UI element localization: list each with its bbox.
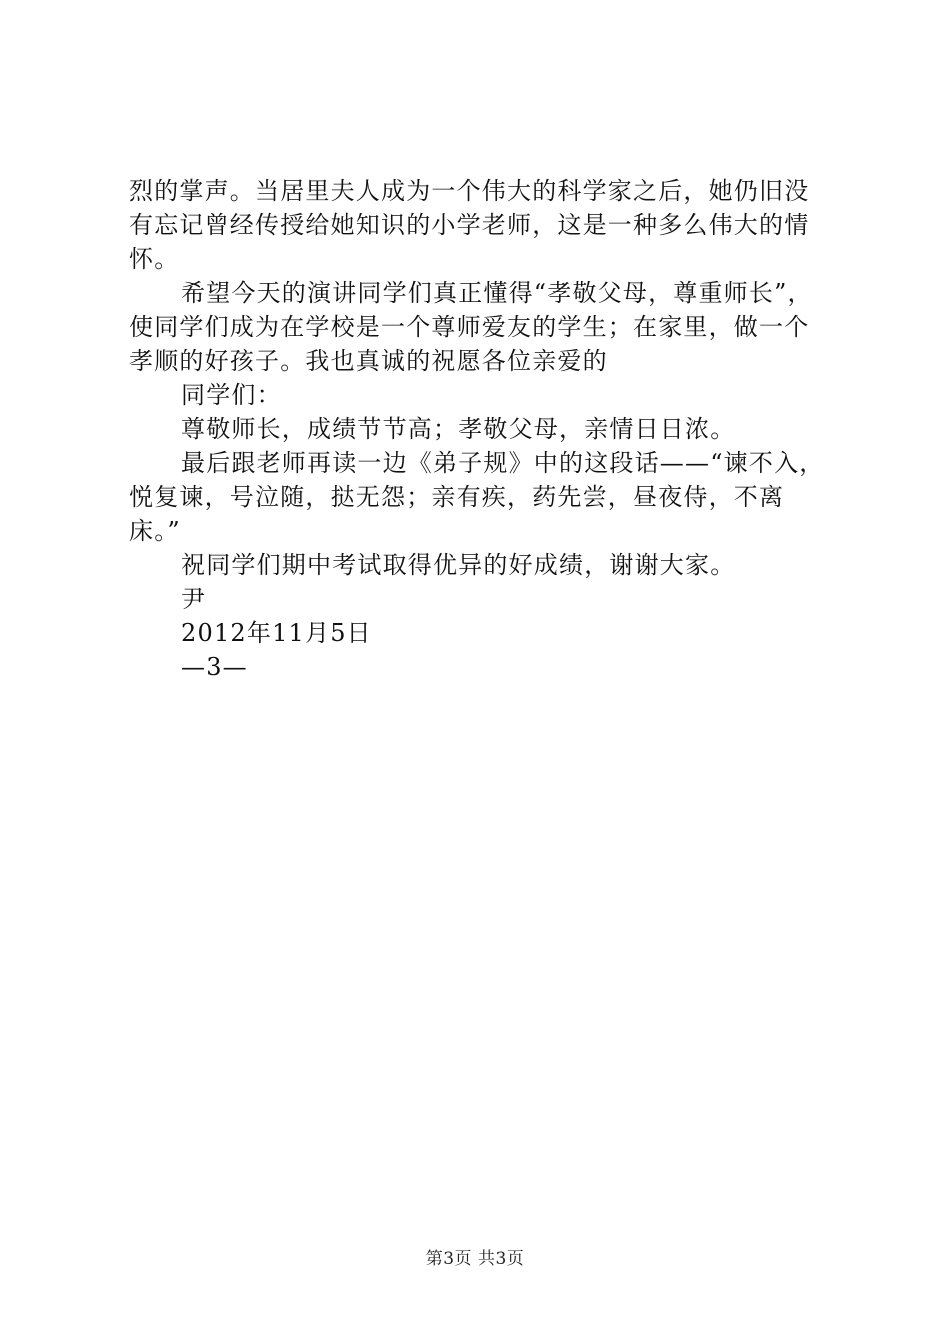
text-line-10: 悦复谏，号泣随，挞无怨；亲有疾，药先尝，昼夜侍，不离 — [129, 483, 785, 511]
text-line-2: 有忘记曾经传授给她知识的小学老师，这是一种多么伟大的情 — [129, 211, 810, 239]
signature-name: 尹 — [181, 585, 207, 613]
text-line-5: 使同学们成为在学校是一个尊师爱友的学生；在家里，做一个 — [129, 313, 810, 341]
text-line-3: 怀。 — [129, 245, 180, 273]
text-line-11: 床。” — [129, 517, 181, 545]
text-line-7: 同学们： — [181, 381, 282, 409]
text-line-6: 孝顺的好孩子。我也真诚的祝愿各位亲爱的 — [129, 347, 608, 375]
document-body — [129, 174, 829, 684]
text-line-4: 希望今天的演讲同学们真正懂得“孝敬父母，尊重师长”， — [181, 279, 813, 307]
inner-page-number: —3— — [181, 653, 248, 681]
text-line-12: 祝同学们期中考试取得优异的好成绩，谢谢大家。 — [181, 551, 736, 579]
text-line-8: 尊敬师长，成绩节节高；孝敬父母，亲情日日浓。 — [181, 415, 736, 443]
signature-date: 2012年11月5日 — [181, 619, 372, 647]
text-line-1: 烈的掌声。当居里夫人成为一个伟大的科学家之后，她仍旧没 — [129, 177, 810, 205]
text-line-9: 最后跟老师再读一边《弟子规》中的这段话——“谏不入， — [181, 449, 825, 477]
page-footer: 第3页 共3页 — [425, 1249, 525, 1269]
